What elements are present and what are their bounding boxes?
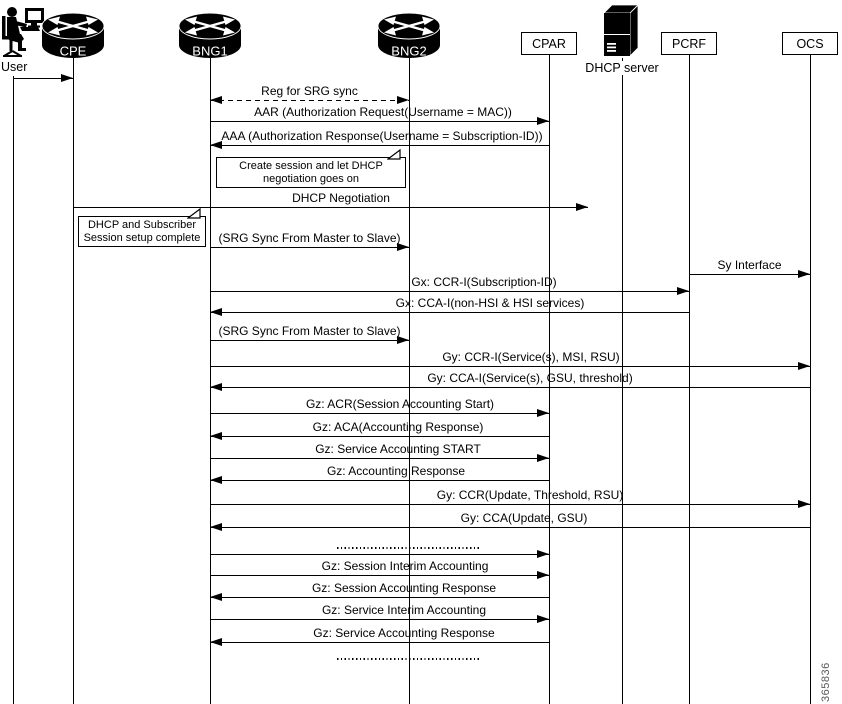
message-line bbox=[210, 504, 810, 505]
arrowhead-right-icon bbox=[798, 270, 810, 278]
note bbox=[78, 216, 206, 247]
note-fold-icon bbox=[187, 208, 201, 223]
message-line bbox=[210, 145, 549, 146]
message-line bbox=[210, 575, 549, 576]
message-label: Gz: Service Interim Accounting bbox=[321, 603, 487, 617]
message-label: Sy Interface bbox=[717, 258, 782, 272]
arrowhead-left-icon bbox=[210, 141, 222, 149]
arrowhead-right-icon bbox=[537, 571, 549, 579]
note-text: Create session and let DHCP bbox=[239, 160, 383, 172]
person-at-computer-icon bbox=[0, 3, 46, 60]
message-line bbox=[210, 436, 549, 437]
message-label: Gz: Accounting Response bbox=[326, 464, 466, 478]
message-label: Gx: CCR-I(Subscription-ID) bbox=[411, 275, 557, 289]
message-line bbox=[210, 597, 549, 598]
message-line bbox=[210, 312, 689, 313]
actor-box-ocs bbox=[782, 32, 838, 55]
message-label: Reg for SRG sync bbox=[261, 84, 358, 98]
note-text: DHCP and Subscriber bbox=[87, 219, 196, 231]
arrowhead-right-icon bbox=[537, 615, 549, 623]
lifeline-pcrf bbox=[689, 55, 690, 704]
lifeline-ocs bbox=[810, 55, 811, 704]
ellipsis-separator bbox=[337, 658, 479, 660]
note bbox=[216, 157, 406, 188]
arrowhead-left-icon bbox=[210, 523, 222, 531]
message-line bbox=[210, 413, 549, 414]
message-label: Gz: Session Interim Accounting bbox=[321, 559, 489, 573]
arrowhead-right-icon bbox=[537, 409, 549, 417]
message-line bbox=[210, 247, 409, 248]
message-label: (SRG Sync From Master to Slave) bbox=[218, 324, 401, 338]
message-label: Gz: Session Accounting Response bbox=[311, 581, 497, 595]
ellipsis-separator bbox=[337, 547, 479, 549]
arrowhead-left-icon bbox=[210, 476, 222, 484]
message-line bbox=[210, 121, 549, 122]
message-line bbox=[210, 340, 409, 341]
server-icon bbox=[603, 3, 641, 58]
arrowhead-left-icon bbox=[210, 638, 222, 646]
arrowhead-right-icon bbox=[798, 500, 810, 508]
message-line bbox=[210, 291, 689, 292]
svg-text:BNG1: BNG1 bbox=[192, 43, 228, 59]
message-line bbox=[210, 100, 409, 101]
message-line bbox=[210, 480, 549, 481]
lifeline-user bbox=[13, 76, 14, 704]
actor-label-ocs: OCS bbox=[796, 36, 824, 51]
svg-text:BNG2: BNG2 bbox=[391, 43, 427, 59]
message-label: Gz: Service Accounting Response bbox=[313, 626, 495, 640]
message-line bbox=[210, 554, 549, 555]
router-icon bbox=[178, 12, 242, 59]
message-line bbox=[210, 619, 549, 620]
arrowhead-left-icon bbox=[210, 96, 222, 104]
message-line bbox=[210, 458, 549, 459]
message-label: Gy: CCA-I(Service(s), GSU, threshold) bbox=[427, 371, 633, 385]
actor-label-pcrf: PCRF bbox=[671, 36, 707, 51]
message-label: AAR (Authorization Request(Username = MAC)) bbox=[254, 105, 512, 119]
arrowhead-right-icon bbox=[798, 362, 810, 370]
arrowhead-left-icon bbox=[210, 593, 222, 601]
arrowhead-right-icon bbox=[677, 287, 689, 295]
arrowhead-right-icon bbox=[397, 96, 409, 104]
note-text: Session setup complete bbox=[83, 232, 201, 244]
actor-box-cpar bbox=[521, 32, 577, 55]
lifeline-cpe bbox=[73, 54, 74, 704]
arrowhead-right-icon bbox=[537, 117, 549, 125]
message-label: Gy: CCR(Update, Threshold, RSU) bbox=[436, 488, 624, 502]
svg-text:CPE: CPE bbox=[59, 43, 87, 59]
arrowhead-left-icon bbox=[210, 383, 222, 391]
message-label: (SRG Sync From Master to Slave) bbox=[218, 231, 401, 245]
message-line bbox=[210, 366, 810, 367]
arrowhead-right-icon bbox=[576, 203, 588, 211]
arrowhead-left-icon bbox=[210, 432, 222, 440]
message-label: Gy: CCR-I(Service(s), MSI, RSU) bbox=[442, 350, 620, 364]
actor-label-user: User bbox=[1, 60, 28, 74]
lifeline-bng1 bbox=[210, 54, 211, 704]
router-icon bbox=[41, 12, 105, 59]
message-label: Gz: ACR(Session Accounting Start) bbox=[305, 397, 495, 411]
arrowhead-left-icon bbox=[210, 308, 222, 316]
message-label: Gz: ACA(Accounting Response) bbox=[312, 420, 484, 434]
actor-label-dhcp: DHCP server bbox=[585, 61, 659, 75]
message-line bbox=[210, 387, 810, 388]
arrowhead-right-icon bbox=[537, 550, 549, 558]
note-fold-icon bbox=[387, 149, 401, 164]
message-line bbox=[210, 527, 810, 528]
figure-number: 365836 bbox=[820, 662, 832, 702]
arrowhead-right-icon bbox=[537, 454, 549, 462]
router-icon bbox=[377, 12, 441, 59]
message-label: AAA (Authorization Response(Username = Subscription-ID)) bbox=[221, 129, 543, 143]
note-text: negotiation goes on bbox=[262, 173, 360, 185]
message-label: Gx: CCA-I(non-HSI & HSI services) bbox=[395, 296, 585, 310]
actor-label-cpar: CPAR bbox=[532, 36, 566, 51]
message-label: Gy: CCA(Update, GSU) bbox=[460, 511, 588, 525]
arrowhead-right-icon bbox=[61, 74, 73, 82]
message-line bbox=[73, 207, 588, 208]
actor-box-pcrf bbox=[661, 32, 717, 55]
message-line bbox=[210, 642, 549, 643]
message-label: Gz: Service Accounting START bbox=[315, 442, 481, 456]
message-line bbox=[689, 274, 810, 275]
message-label: DHCP Negotiation bbox=[292, 191, 390, 205]
